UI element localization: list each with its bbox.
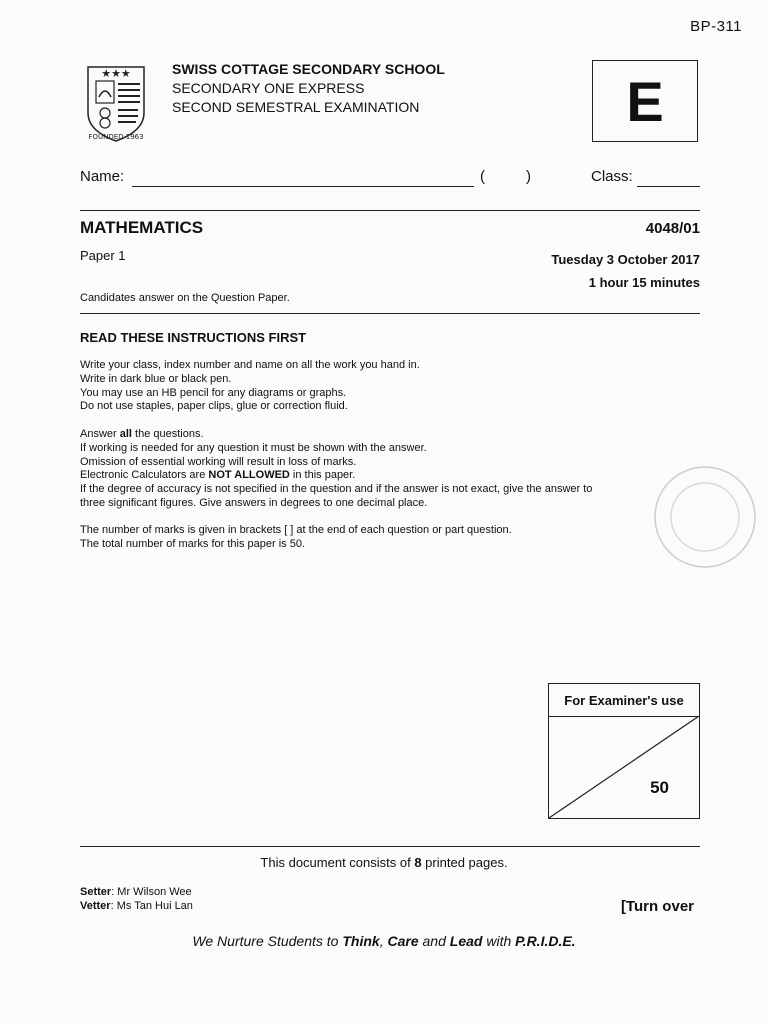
exam-title: SECOND SEMESTRAL EXAMINATION — [172, 99, 420, 115]
examiner-diagonal-icon — [549, 716, 699, 818]
divider — [80, 210, 700, 211]
instruction-line: Omission of essential working will result in loss of marks. — [80, 455, 357, 468]
stream-letter-box: E — [592, 60, 698, 142]
name-field-line[interactable] — [132, 186, 474, 187]
total-marks: 50 — [650, 778, 669, 797]
school-name: SWISS COTTAGE SECONDARY SCHOOL — [172, 61, 445, 77]
instructions-group-2 — [80, 428, 592, 511]
index-paren-close: ) — [526, 168, 531, 185]
instruction-line: Answer all the questions. — [80, 428, 204, 440]
paper-number: Paper 1 — [80, 248, 126, 263]
setter-line: Setter: Mr Wilson Wee — [80, 886, 192, 898]
divider — [80, 313, 700, 314]
exam-date: Tuesday 3 October 2017 — [551, 252, 700, 267]
school-header — [172, 60, 445, 117]
instruction-line: Write in dark blue or black pen. — [80, 372, 232, 385]
instruction-line: If the degree of accuracy is not specified in the question and if the answer is not exact, give the answer to — [80, 483, 593, 496]
school-level: SECONDARY ONE EXPRESS — [172, 80, 365, 96]
index-paren-open: ( — [480, 168, 485, 185]
setter-vetter — [80, 885, 193, 913]
page-count-note: This document consists of 8 printed pages. — [260, 855, 508, 870]
school-motto: We Nurture Students to Think, Care and Lead with P.R.I.D.E. — [192, 933, 576, 949]
paper-code: 4048/01 — [645, 220, 700, 237]
instruction-line: Do not use staples, paper clips, glue or correction fluid. — [80, 400, 348, 413]
instruction-line: Electronic Calculators are NOT ALLOWED in this paper. — [80, 469, 356, 482]
instruction-line: three significant figures. Give answers in degrees to one decimal place. — [80, 496, 428, 509]
vetter-line: Vetter: Ms Tan Hui Lan — [80, 900, 193, 912]
document-code: BP-311 — [690, 18, 742, 35]
svg-text:★★★: ★★★ — [101, 67, 131, 80]
class-label: Class: — [591, 168, 633, 185]
subject-title: MATHEMATICS — [80, 218, 204, 237]
candidates-note: Candidates answer on the Question Paper. — [80, 292, 290, 304]
instruction-line: You may use an HB pencil for any diagrams or graphs. — [80, 386, 347, 399]
turn-over: [Turn over — [620, 898, 694, 915]
instructions-group-3 — [80, 524, 512, 552]
instructions-group-1 — [80, 359, 420, 414]
instruction-line: The number of marks is given in brackets [ ] at the end of each question or part question. — [80, 524, 512, 536]
name-label: Name: — [80, 168, 125, 185]
instruction-line: Write your class, index number and name on all the work you hand in. — [80, 359, 420, 371]
instructions-heading: READ THESE INSTRUCTIONS FIRST — [80, 330, 307, 345]
exam-duration: 1 hour 15 minutes — [588, 275, 700, 290]
divider — [80, 846, 700, 847]
instruction-line: If working is needed for any question it must be shown with the answer. — [80, 441, 427, 454]
school-crest-icon — [80, 57, 152, 147]
watermark-stamp-icon — [650, 462, 760, 572]
examiner-heading: For Examiner's use — [549, 684, 699, 717]
crest-founded-text: FOUNDED 1963 — [88, 133, 144, 141]
name-row — [80, 168, 702, 190]
exam-date-duration — [551, 248, 700, 294]
examiner-use-box — [548, 683, 700, 819]
class-field-line[interactable] — [637, 186, 700, 187]
instruction-line: The total number of marks for this paper is 50. — [80, 537, 305, 550]
